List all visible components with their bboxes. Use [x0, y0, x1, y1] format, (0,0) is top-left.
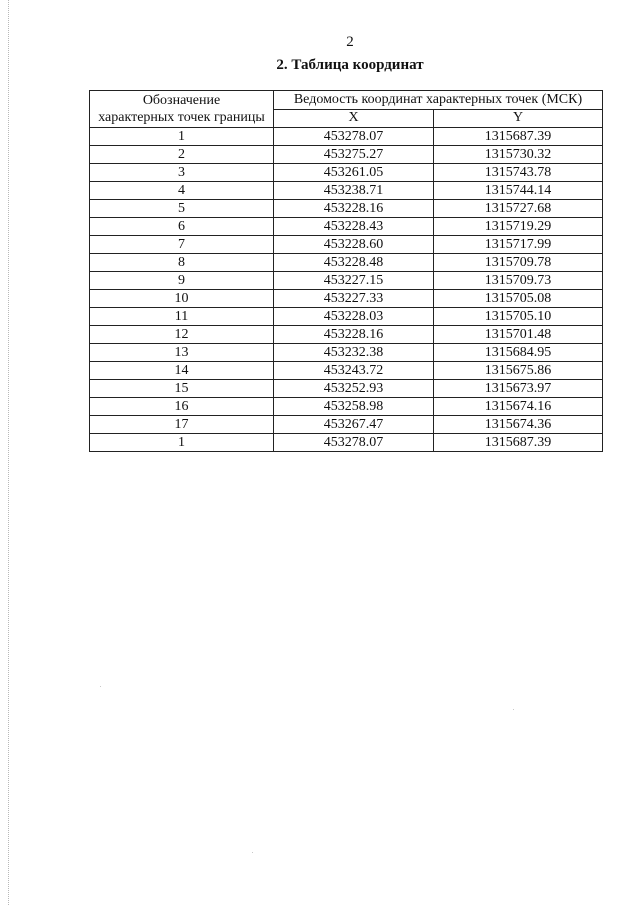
point-cell: 1: [90, 434, 274, 452]
point-cell: 6: [90, 218, 274, 236]
x-cell: 453228.03: [274, 308, 434, 326]
y-cell: 1315709.73: [434, 272, 603, 290]
x-cell: 453228.48: [274, 254, 434, 272]
table-row: [90, 236, 603, 254]
point-cell: 12: [90, 326, 274, 344]
x-cell: 453228.43: [274, 218, 434, 236]
x-cell: 453261.05: [274, 164, 434, 182]
x-cell: 453258.98: [274, 398, 434, 416]
table-row: [90, 290, 603, 308]
table-row: [90, 182, 603, 200]
table-row: [90, 380, 603, 398]
y-cell: 1315701.48: [434, 326, 603, 344]
x-cell: 453228.16: [274, 200, 434, 218]
x-cell: 453267.47: [274, 416, 434, 434]
x-cell: 453227.15: [274, 272, 434, 290]
y-cell: 1315744.14: [434, 182, 603, 200]
x-cell: 453278.07: [274, 128, 434, 146]
page-title: 2. Таблица координат: [276, 57, 424, 73]
table-row: [90, 254, 603, 272]
y-cell: 1315709.78: [434, 254, 603, 272]
y-cell: 1315743.78: [434, 164, 603, 182]
y-cell: 1315675.86: [434, 362, 603, 380]
x-cell: 453228.60: [274, 236, 434, 254]
table-header: [90, 91, 603, 128]
y-cell: 1315705.08: [434, 290, 603, 308]
point-cell: 4: [90, 182, 274, 200]
table-row: [90, 434, 603, 452]
point-cell: 13: [90, 344, 274, 362]
point-cell: 16: [90, 398, 274, 416]
table-row: [90, 398, 603, 416]
y-cell: 1315674.16: [434, 398, 603, 416]
scan-speck: [513, 709, 514, 710]
point-cell: 15: [90, 380, 274, 398]
scan-speck: [252, 852, 253, 853]
point-cell: 8: [90, 254, 274, 272]
header-coordinates-group: Ведомость координат характерных точек (МСК): [274, 91, 603, 110]
point-cell: 5: [90, 200, 274, 218]
table-row: [90, 218, 603, 236]
table-row: [90, 200, 603, 218]
table-row: [90, 362, 603, 380]
y-cell: 1315673.97: [434, 380, 603, 398]
point-cell: 17: [90, 416, 274, 434]
page-number: 2: [346, 34, 354, 50]
y-cell: 1315705.10: [434, 308, 603, 326]
y-cell: 1315687.39: [434, 434, 603, 452]
point-cell: 7: [90, 236, 274, 254]
y-cell: 1315674.36: [434, 416, 603, 434]
x-cell: 453278.07: [274, 434, 434, 452]
x-cell: 453275.27: [274, 146, 434, 164]
table-row: [90, 326, 603, 344]
left-margin-line: [8, 0, 10, 905]
table-row: [90, 272, 603, 290]
scan-speck: [100, 686, 101, 687]
y-cell: 1315717.99: [434, 236, 603, 254]
point-cell: 1: [90, 128, 274, 146]
table-row: [90, 308, 603, 326]
table-row: [90, 146, 603, 164]
x-cell: 453232.38: [274, 344, 434, 362]
point-cell: 11: [90, 308, 274, 326]
y-cell: 1315684.95: [434, 344, 603, 362]
coordinates-table: [89, 90, 603, 452]
y-cell: 1315727.68: [434, 200, 603, 218]
header-designation-line2: характерных точек границы: [98, 110, 265, 125]
table-row: [90, 164, 603, 182]
point-cell: 2: [90, 146, 274, 164]
point-cell: 10: [90, 290, 274, 308]
table-row: [90, 128, 603, 146]
point-cell: 14: [90, 362, 274, 380]
x-cell: 453227.33: [274, 290, 434, 308]
point-cell: 3: [90, 164, 274, 182]
header-designation-line1: Обозначение: [142, 93, 221, 108]
x-cell: 453228.16: [274, 326, 434, 344]
point-cell: 9: [90, 272, 274, 290]
table-row: [90, 416, 603, 434]
x-cell: 453238.71: [274, 182, 434, 200]
table-row: [90, 344, 603, 362]
header-x: X: [274, 109, 434, 128]
header-y: Y: [434, 109, 603, 128]
header-designation: [90, 91, 274, 128]
y-cell: 1315730.32: [434, 146, 603, 164]
y-cell: 1315719.29: [434, 218, 603, 236]
x-cell: 453252.93: [274, 380, 434, 398]
y-cell: 1315687.39: [434, 128, 603, 146]
table-body: [90, 128, 603, 452]
x-cell: 453243.72: [274, 362, 434, 380]
